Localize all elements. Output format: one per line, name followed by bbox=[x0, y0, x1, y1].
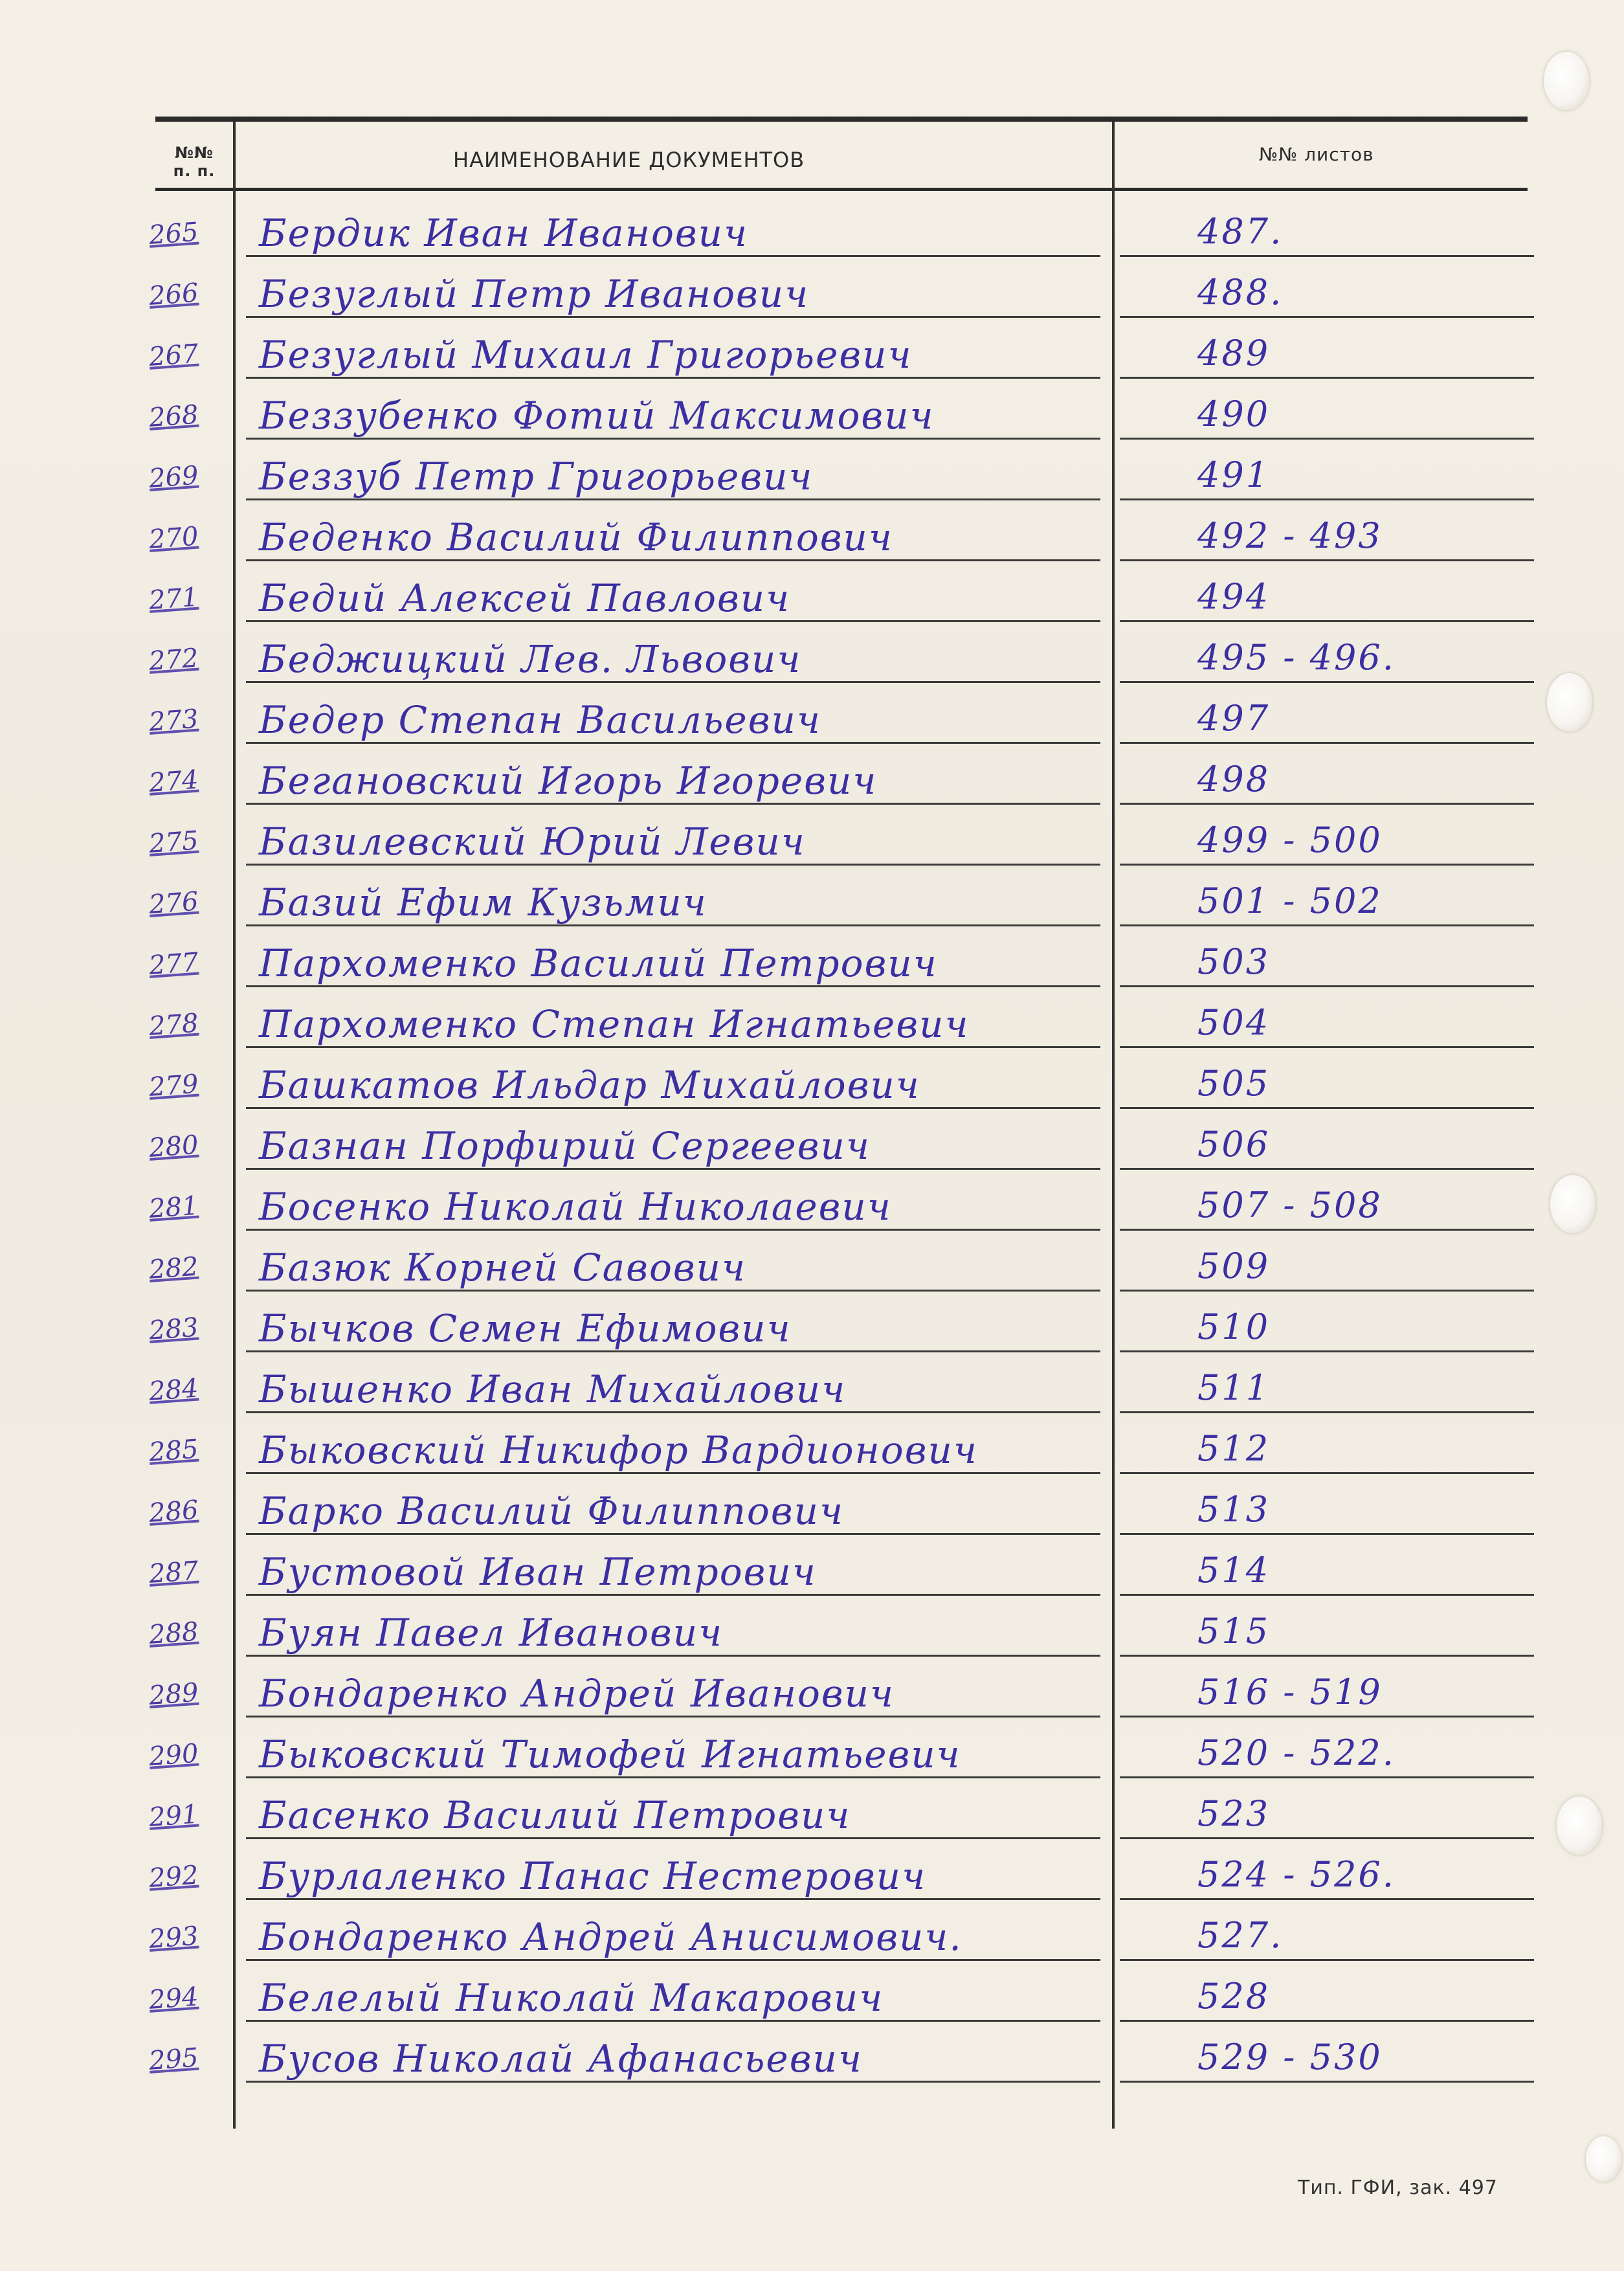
row-number: 279 bbox=[148, 1069, 199, 1102]
person-name: Базилевский Юрий Левич bbox=[259, 820, 806, 864]
row-rule bbox=[1120, 924, 1534, 926]
sheet-numbers: 512 bbox=[1197, 1428, 1271, 1469]
table-row bbox=[0, 1119, 1624, 1177]
row-number: 281 bbox=[148, 1191, 199, 1224]
row-rule bbox=[1120, 985, 1534, 987]
person-name: Басенко Василий Петрович bbox=[259, 1793, 851, 1837]
row-rule bbox=[246, 2081, 1100, 2083]
sheet-numbers: 489 bbox=[1197, 333, 1271, 374]
table-row bbox=[0, 1362, 1624, 1420]
row-rule bbox=[246, 1533, 1100, 1535]
person-name: Бегановский Игорь Игоревич bbox=[259, 759, 878, 803]
row-number: 278 bbox=[148, 1008, 199, 1042]
row-rule bbox=[246, 1168, 1100, 1170]
row-rule bbox=[246, 316, 1100, 318]
row-number: 271 bbox=[148, 582, 199, 616]
row-number: 285 bbox=[148, 1434, 199, 1468]
row-rule bbox=[246, 2020, 1100, 2022]
person-name: Базюк Корней Савович bbox=[259, 1246, 747, 1290]
sheet-numbers: 515 bbox=[1197, 1611, 1271, 1651]
row-rule bbox=[1120, 1533, 1534, 1535]
row-number: 282 bbox=[148, 1251, 199, 1285]
sheet-numbers: 488. bbox=[1197, 272, 1284, 313]
sheet-numbers: 490 bbox=[1197, 394, 1271, 434]
row-rule bbox=[246, 864, 1100, 866]
row-number: 265 bbox=[148, 217, 199, 251]
sheet-numbers: 497 bbox=[1197, 698, 1271, 739]
row-rule bbox=[1120, 2020, 1534, 2022]
table-row bbox=[0, 814, 1624, 873]
row-rule bbox=[1120, 742, 1534, 744]
table-row bbox=[0, 206, 1624, 264]
table-row bbox=[0, 1971, 1624, 2029]
row-number: 284 bbox=[148, 1373, 199, 1407]
row-rule bbox=[1120, 316, 1534, 318]
person-name: Бедий Алексей Павлович bbox=[259, 576, 791, 620]
row-rule bbox=[1120, 1776, 1534, 1778]
sheet-numbers: 501 - 502 bbox=[1197, 880, 1383, 921]
sheet-numbers: 503 bbox=[1197, 941, 1271, 982]
row-number: 283 bbox=[148, 1312, 199, 1346]
row-rule bbox=[246, 559, 1100, 561]
sheet-numbers: 527. bbox=[1197, 1915, 1284, 1956]
row-rule bbox=[1120, 681, 1534, 683]
row-rule bbox=[1120, 2081, 1534, 2083]
row-rule bbox=[1120, 1716, 1534, 1717]
row-number: 292 bbox=[148, 1860, 199, 1894]
row-rule bbox=[246, 377, 1100, 379]
sheet-numbers: 498 bbox=[1197, 759, 1271, 800]
table-row bbox=[0, 1058, 1624, 1116]
row-rule bbox=[1120, 1229, 1534, 1231]
row-rule bbox=[246, 1837, 1100, 1839]
row-rule bbox=[246, 681, 1100, 683]
table-row bbox=[0, 1727, 1624, 1785]
row-rule bbox=[1120, 1959, 1534, 1961]
sheet-numbers: 506 bbox=[1197, 1124, 1271, 1165]
person-name: Бондаренко Андрей Иванович bbox=[259, 1672, 895, 1716]
row-rule bbox=[246, 1107, 1100, 1109]
person-name: Бердик Иван Иванович bbox=[259, 211, 749, 255]
row-number: 280 bbox=[148, 1130, 199, 1163]
punch-hole bbox=[1544, 52, 1589, 110]
row-rule bbox=[246, 1290, 1100, 1292]
person-name: Беззубенко Фотий Максимович bbox=[259, 394, 935, 438]
row-rule bbox=[246, 1229, 1100, 1231]
person-name: Беденко Василий Филиппович bbox=[259, 515, 893, 559]
row-rule bbox=[1120, 1655, 1534, 1657]
row-rule bbox=[246, 924, 1100, 926]
row-rule bbox=[1120, 377, 1534, 379]
sheet-numbers: 523 bbox=[1197, 1793, 1271, 1834]
table-row bbox=[0, 936, 1624, 994]
person-name: Босенко Николай Николаевич bbox=[259, 1185, 892, 1229]
sheet-numbers: 528 bbox=[1197, 1976, 1271, 2017]
row-rule bbox=[246, 1959, 1100, 1961]
row-number: 269 bbox=[148, 460, 199, 494]
row-rule bbox=[1120, 1594, 1534, 1596]
table-row bbox=[0, 997, 1624, 1055]
row-rule bbox=[1120, 1168, 1534, 1170]
row-rule bbox=[246, 1655, 1100, 1657]
table-row bbox=[0, 328, 1624, 386]
sheet-numbers: 495 - 496. bbox=[1197, 637, 1396, 678]
sheet-numbers: 516 - 519 bbox=[1197, 1672, 1383, 1712]
table-row bbox=[0, 632, 1624, 690]
sheet-numbers: 529 - 530 bbox=[1197, 2037, 1383, 2077]
row-rule bbox=[246, 1716, 1100, 1717]
person-name: Пархоменко Василий Петрович bbox=[259, 941, 938, 985]
person-name: Бедер Степан Васильевич bbox=[259, 698, 821, 742]
row-number: 287 bbox=[148, 1556, 199, 1589]
column-header-number: №№ п. п. bbox=[173, 144, 216, 180]
row-rule bbox=[1120, 1472, 1534, 1474]
table-row bbox=[0, 754, 1624, 812]
person-name: Пархоменко Степан Игнатьевич bbox=[259, 1002, 970, 1046]
table-row bbox=[0, 1788, 1624, 1846]
row-rule bbox=[1120, 864, 1534, 866]
table-row bbox=[0, 388, 1624, 447]
person-name: Барко Василий Филиппович bbox=[259, 1489, 845, 1533]
sheet-numbers: 510 bbox=[1197, 1306, 1271, 1347]
person-name: Бычков Семен Ефимович bbox=[259, 1306, 792, 1350]
table-row bbox=[0, 267, 1624, 325]
row-rule bbox=[246, 1350, 1100, 1352]
row-rule bbox=[246, 255, 1100, 257]
row-number: 275 bbox=[148, 825, 199, 859]
sheet-numbers: 520 - 522. bbox=[1197, 1732, 1396, 1773]
row-rule bbox=[246, 1411, 1100, 1413]
column-header-documents: НАИМЕНОВАНИЕ ДОКУМЕНТОВ bbox=[453, 148, 805, 172]
row-number: 290 bbox=[148, 1738, 199, 1772]
row-rule bbox=[246, 1472, 1100, 1474]
row-number: 288 bbox=[148, 1617, 199, 1650]
table-row bbox=[0, 875, 1624, 934]
row-number: 294 bbox=[148, 1982, 199, 2015]
person-name: Базий Ефим Кузьмич bbox=[259, 880, 707, 924]
row-number: 270 bbox=[148, 521, 199, 555]
row-number: 291 bbox=[148, 1799, 199, 1833]
table-row bbox=[0, 1301, 1624, 1359]
row-rule bbox=[1120, 1046, 1534, 1048]
row-number: 273 bbox=[148, 704, 199, 737]
person-name: Беджицкий Лев. Львович bbox=[259, 637, 802, 681]
table-row bbox=[0, 1849, 1624, 1907]
row-number: 268 bbox=[148, 399, 199, 433]
row-rule bbox=[1120, 498, 1534, 500]
row-number: 293 bbox=[148, 1921, 199, 1954]
row-number: 267 bbox=[148, 339, 199, 372]
row-number: 295 bbox=[148, 2042, 199, 2076]
row-rule bbox=[246, 985, 1100, 987]
row-rule bbox=[1120, 438, 1534, 440]
table-row bbox=[0, 1423, 1624, 1481]
row-number: 272 bbox=[148, 643, 199, 677]
sheet-numbers: 511 bbox=[1197, 1367, 1271, 1408]
person-name: Бышенко Иван Михайлович bbox=[259, 1367, 847, 1411]
sheet-numbers: 494 bbox=[1197, 576, 1271, 617]
sheet-numbers: 492 - 493 bbox=[1197, 515, 1383, 556]
row-rule bbox=[246, 1594, 1100, 1596]
table-row bbox=[0, 1605, 1624, 1664]
row-rule bbox=[1120, 1837, 1534, 1839]
header-top-rule bbox=[155, 117, 1528, 122]
person-name: Белелый Николай Макарович bbox=[259, 1976, 884, 2020]
person-name: Бусов Николай Афанасьевич bbox=[259, 2037, 863, 2081]
person-name: Бурлаленко Панас Нестерович bbox=[259, 1854, 927, 1898]
person-name: Бустовой Иван Петрович bbox=[259, 1550, 817, 1594]
row-rule bbox=[246, 498, 1100, 500]
row-rule bbox=[246, 742, 1100, 744]
row-number: 276 bbox=[148, 886, 199, 920]
row-rule bbox=[246, 1046, 1100, 1048]
person-name: Быковский Никифор Вардионович bbox=[259, 1428, 978, 1472]
header-bottom-rule bbox=[155, 188, 1528, 191]
person-name: Безуглый Петр Иванович bbox=[259, 272, 810, 316]
sheet-numbers: 513 bbox=[1197, 1489, 1271, 1530]
table-row bbox=[0, 449, 1624, 508]
sheet-numbers: 514 bbox=[1197, 1550, 1271, 1591]
table-row bbox=[0, 1240, 1624, 1299]
table-row bbox=[0, 1666, 1624, 1725]
punch-hole bbox=[1586, 2136, 1621, 2182]
person-name: Безуглый Михаил Григорьевич bbox=[259, 333, 913, 377]
table-row bbox=[0, 1910, 1624, 1968]
table-row bbox=[0, 693, 1624, 751]
sheet-numbers: 524 - 526. bbox=[1197, 1854, 1396, 1895]
row-number: 277 bbox=[148, 947, 199, 981]
person-name: Беззуб Петр Григорьевич bbox=[259, 454, 814, 498]
sheet-numbers: 505 bbox=[1197, 1063, 1271, 1104]
table-row bbox=[0, 571, 1624, 629]
person-name: Бондаренко Андрей Анисимович. bbox=[259, 1915, 962, 1959]
row-rule bbox=[1120, 1290, 1534, 1292]
row-rule bbox=[246, 620, 1100, 622]
table-row bbox=[0, 1545, 1624, 1603]
printer-footer: Тип. ГФИ, зак. 497 bbox=[1298, 2176, 1498, 2199]
row-rule bbox=[246, 1898, 1100, 1900]
row-rule bbox=[1120, 1411, 1534, 1413]
table-row bbox=[0, 2031, 1624, 2090]
sheet-numbers: 499 - 500 bbox=[1197, 820, 1383, 860]
person-name: Башкатов Ильдар Михайлович bbox=[259, 1063, 920, 1107]
row-number: 289 bbox=[148, 1677, 199, 1711]
row-rule bbox=[246, 1776, 1100, 1778]
person-name: Буян Павел Иванович bbox=[259, 1611, 724, 1655]
row-number: 286 bbox=[148, 1495, 199, 1528]
row-rule bbox=[1120, 255, 1534, 257]
row-rule bbox=[1120, 1898, 1534, 1900]
person-name: Быковский Тимофей Игнатьевич bbox=[259, 1732, 961, 1776]
row-rule bbox=[246, 438, 1100, 440]
row-rule bbox=[246, 803, 1100, 805]
sheet-numbers: 487. bbox=[1197, 211, 1284, 252]
sheet-numbers: 491 bbox=[1197, 454, 1271, 495]
row-rule bbox=[1120, 620, 1534, 622]
table-row bbox=[0, 1484, 1624, 1542]
sheet-numbers: 504 bbox=[1197, 1002, 1271, 1043]
column-header-sheets: №№ листов bbox=[1259, 144, 1374, 165]
row-rule bbox=[1120, 1350, 1534, 1352]
table-row bbox=[0, 1180, 1624, 1238]
row-number: 274 bbox=[148, 765, 199, 798]
person-name: Базнан Порфирий Сергеевич bbox=[259, 1124, 871, 1168]
sheet-numbers: 507 - 508 bbox=[1197, 1185, 1383, 1225]
table-row bbox=[0, 510, 1624, 568]
row-rule bbox=[1120, 803, 1534, 805]
sheet-numbers: 509 bbox=[1197, 1246, 1271, 1286]
row-rule bbox=[1120, 1107, 1534, 1109]
row-rule bbox=[1120, 559, 1534, 561]
row-number: 266 bbox=[148, 278, 199, 311]
